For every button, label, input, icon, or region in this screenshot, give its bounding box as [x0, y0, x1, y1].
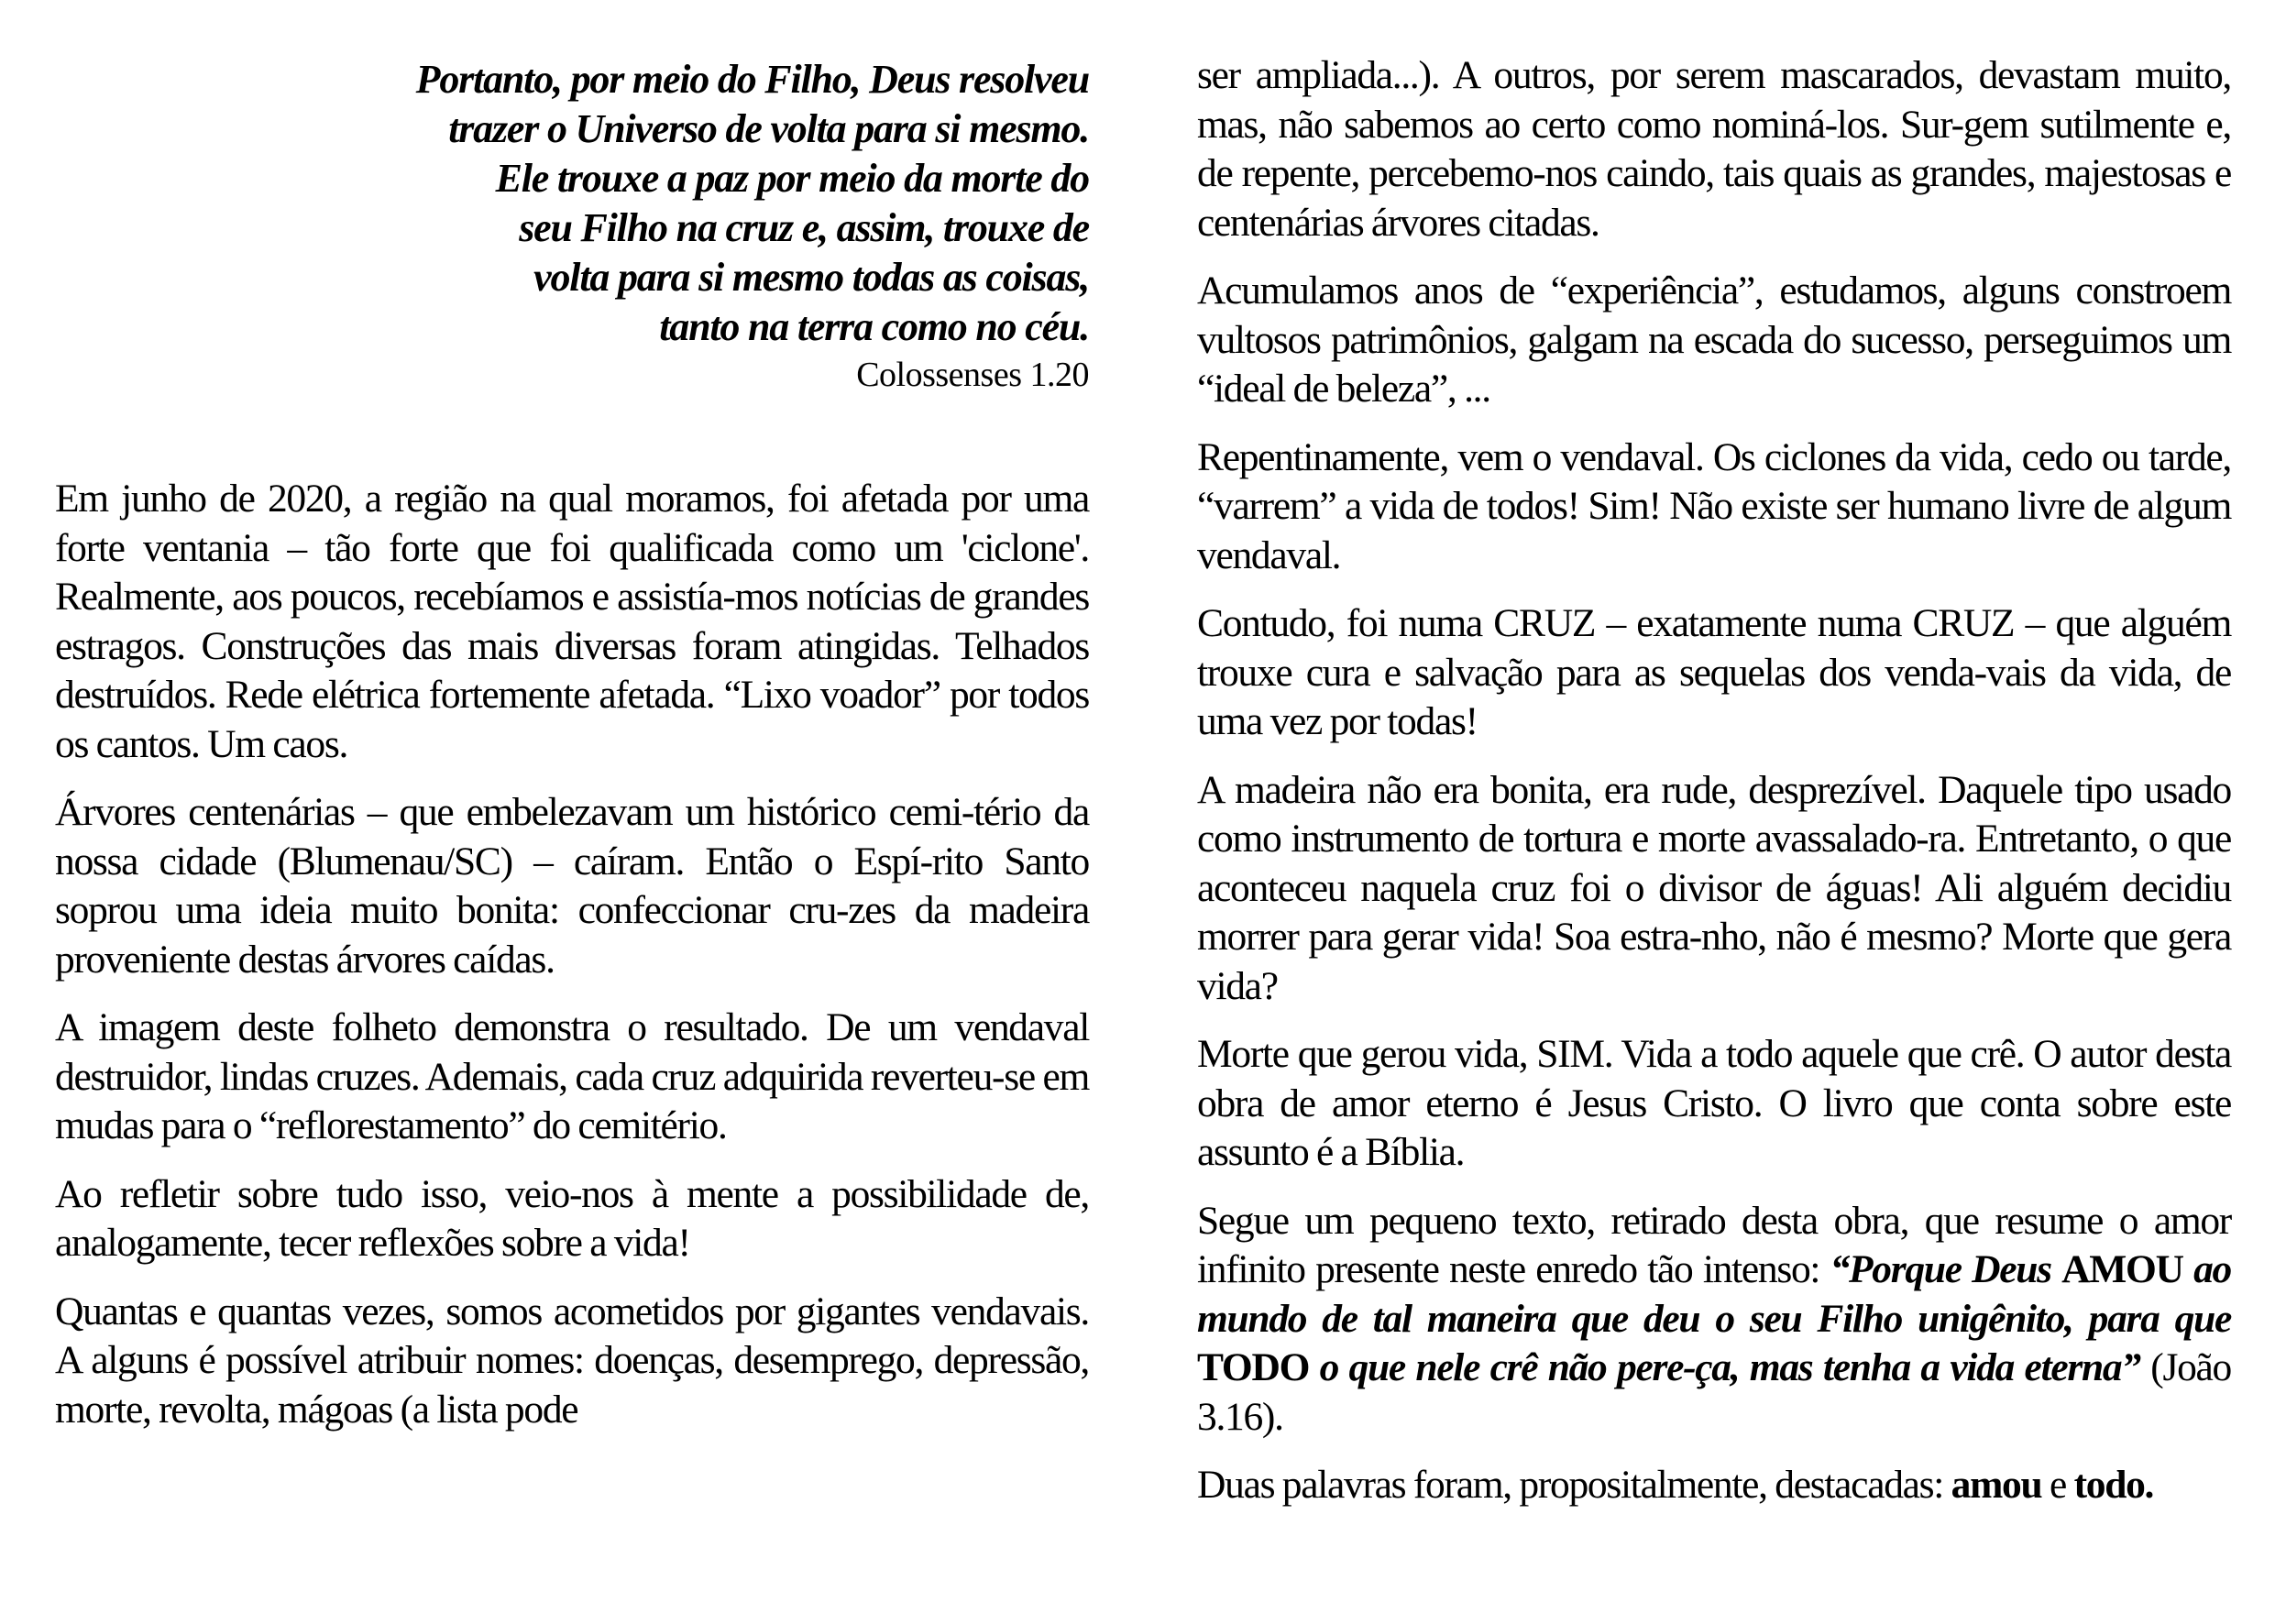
paragraph: Ao refletir sobre tudo isso, veio-nos à mente a possibilidade de, analogamente, tecer reflexões sobre a vida! — [55, 1171, 1089, 1265]
epigraph-reference: Colossenses 1.20 — [856, 356, 1089, 394]
highlight-word-amou: amou — [1951, 1463, 2042, 1507]
right-body — [1197, 51, 2231, 1530]
verse-paragraph — [1197, 1197, 2231, 1443]
verse-citation: (João 3.16). — [1197, 1345, 2231, 1439]
paragraph: Contudo, foi numa CRUZ – exatamente numa CRUZ – que alguém trouxe cura e salvação para as sequelas dos venda-vais da vida, de uma vez por todas! — [1197, 601, 2231, 743]
paragraph: A madeira não era bonita, era rude, desprezível. Daquele tipo usado como instrumento de tortura e morte avassalado-ra. Entretanto, o que aconteceu naquela cruz foi o divisor de águas! Ali alguém decidiu morrer para gerar vida! Soa estra-nho, não é mesmo? Morte que gera vida? — [1197, 767, 2231, 1008]
paragraph: Morte que gerou vida, SIM. Vida a todo aquele que crê. O autor desta obra de amor eterno é Jesus Cristo. O livro que conta sobre este assunto é a Bíblia. — [1197, 1032, 2231, 1174]
epigraph-line: seu Filho na cruz e, assim, trouxe de — [519, 205, 1089, 250]
highlight-word-todo: todo. — [2073, 1463, 2154, 1507]
verse-emphasis-amou: AMOU — [2061, 1247, 2183, 1291]
verse-quote: “Porque Deus — [1830, 1247, 2062, 1291]
closing-paragraph — [1197, 1461, 2231, 1510]
paragraph: Em junho de 2020, a região na qual moramos, foi afetada por uma forte ventania – tão forte que foi qualificada como um 'ciclone'. Realmente, aos poucos, recebíamos e assistía-mos notícias de grandes estragos. Construções das mais diversas foram atingidas. Telhados destruídos. Rede elétrica fortemente afetada. “Lixo voador” por todos os cantos. Um caos. — [55, 477, 1089, 766]
paragraph: Quantas e quantas vezes, somos acometidos por gigantes vendavais. A alguns é possível atribuir nomes: doenças, desemprego, depressão, morte, revolta, mágoas (a lista pode — [55, 1289, 1089, 1432]
verse-quote: ao mundo de tal maneira que deu o seu Filho unigênito, para que — [1197, 1247, 2231, 1341]
epigraph-line: volta para si mesmo todas as coisas, — [533, 255, 1089, 300]
paragraph: Acumulamos anos de “experiência”, estudamos, alguns constroem vultosos patrimônios, galgam na escada do sucesso, perseguimos um “ideal de beleza”, ... — [1197, 269, 2231, 411]
left-body — [55, 475, 1089, 1454]
paragraph: ser ampliada...). A outros, por serem mascarados, devastam muito, mas, não sabemos ao certo como nominá-los. Sur-gem sutilmente e, de repente, percebemo-nos caindo, tais quais as grandes, majestosas e centenárias árvores citadas. — [1197, 53, 2231, 245]
paragraph: Árvores centenárias – que embelezavam um histórico cemi-tério da nossa cidade (Blumenau/SC) – caíram. Então o Espí-rito Santo soprou uma ideia muito bonita: confeccionar cru-zes da madeira proveniente destas árvores caídas. — [55, 790, 1089, 982]
closing-text: Duas palavras foram, propositalmente, destacadas: — [1197, 1463, 1951, 1507]
closing-conjunction: e — [2041, 1463, 2074, 1507]
verse-quote: o que nele crê não pere-ça, mas tenha a vida eterna” — [1309, 1345, 2140, 1389]
epigraph — [55, 55, 1089, 398]
epigraph-line: tanto na terra como no céu. — [659, 304, 1089, 349]
epigraph-line: Ele trouxe a paz por meio da morte do — [495, 156, 1089, 201]
paragraph: A imagem deste folheto demonstra o resultado. De um vendaval destruidor, lindas cruzes. Ademais, cada cruz adquirida reverteu-se em mudas para o “reflorestamento” do cemitério. — [55, 1005, 1089, 1147]
epigraph-line: trazer o Universo de volta para si mesmo. — [448, 106, 1089, 151]
epigraph-line: Portanto, por meio do Filho, Deus resolveu — [415, 57, 1089, 102]
paragraph: Repentinamente, vem o vendaval. Os ciclones da vida, cedo ou tarde, “varrem” a vida de todos! Sim! Não existe ser humano livre de algum vendaval. — [1197, 434, 2231, 577]
verse-emphasis-todo: TODO — [1197, 1345, 1310, 1389]
verse-intro: Segue um pequeno texto, retirado desta obra, que resume o amor infinito presente neste enredo tão intenso: — [1197, 1198, 2231, 1291]
